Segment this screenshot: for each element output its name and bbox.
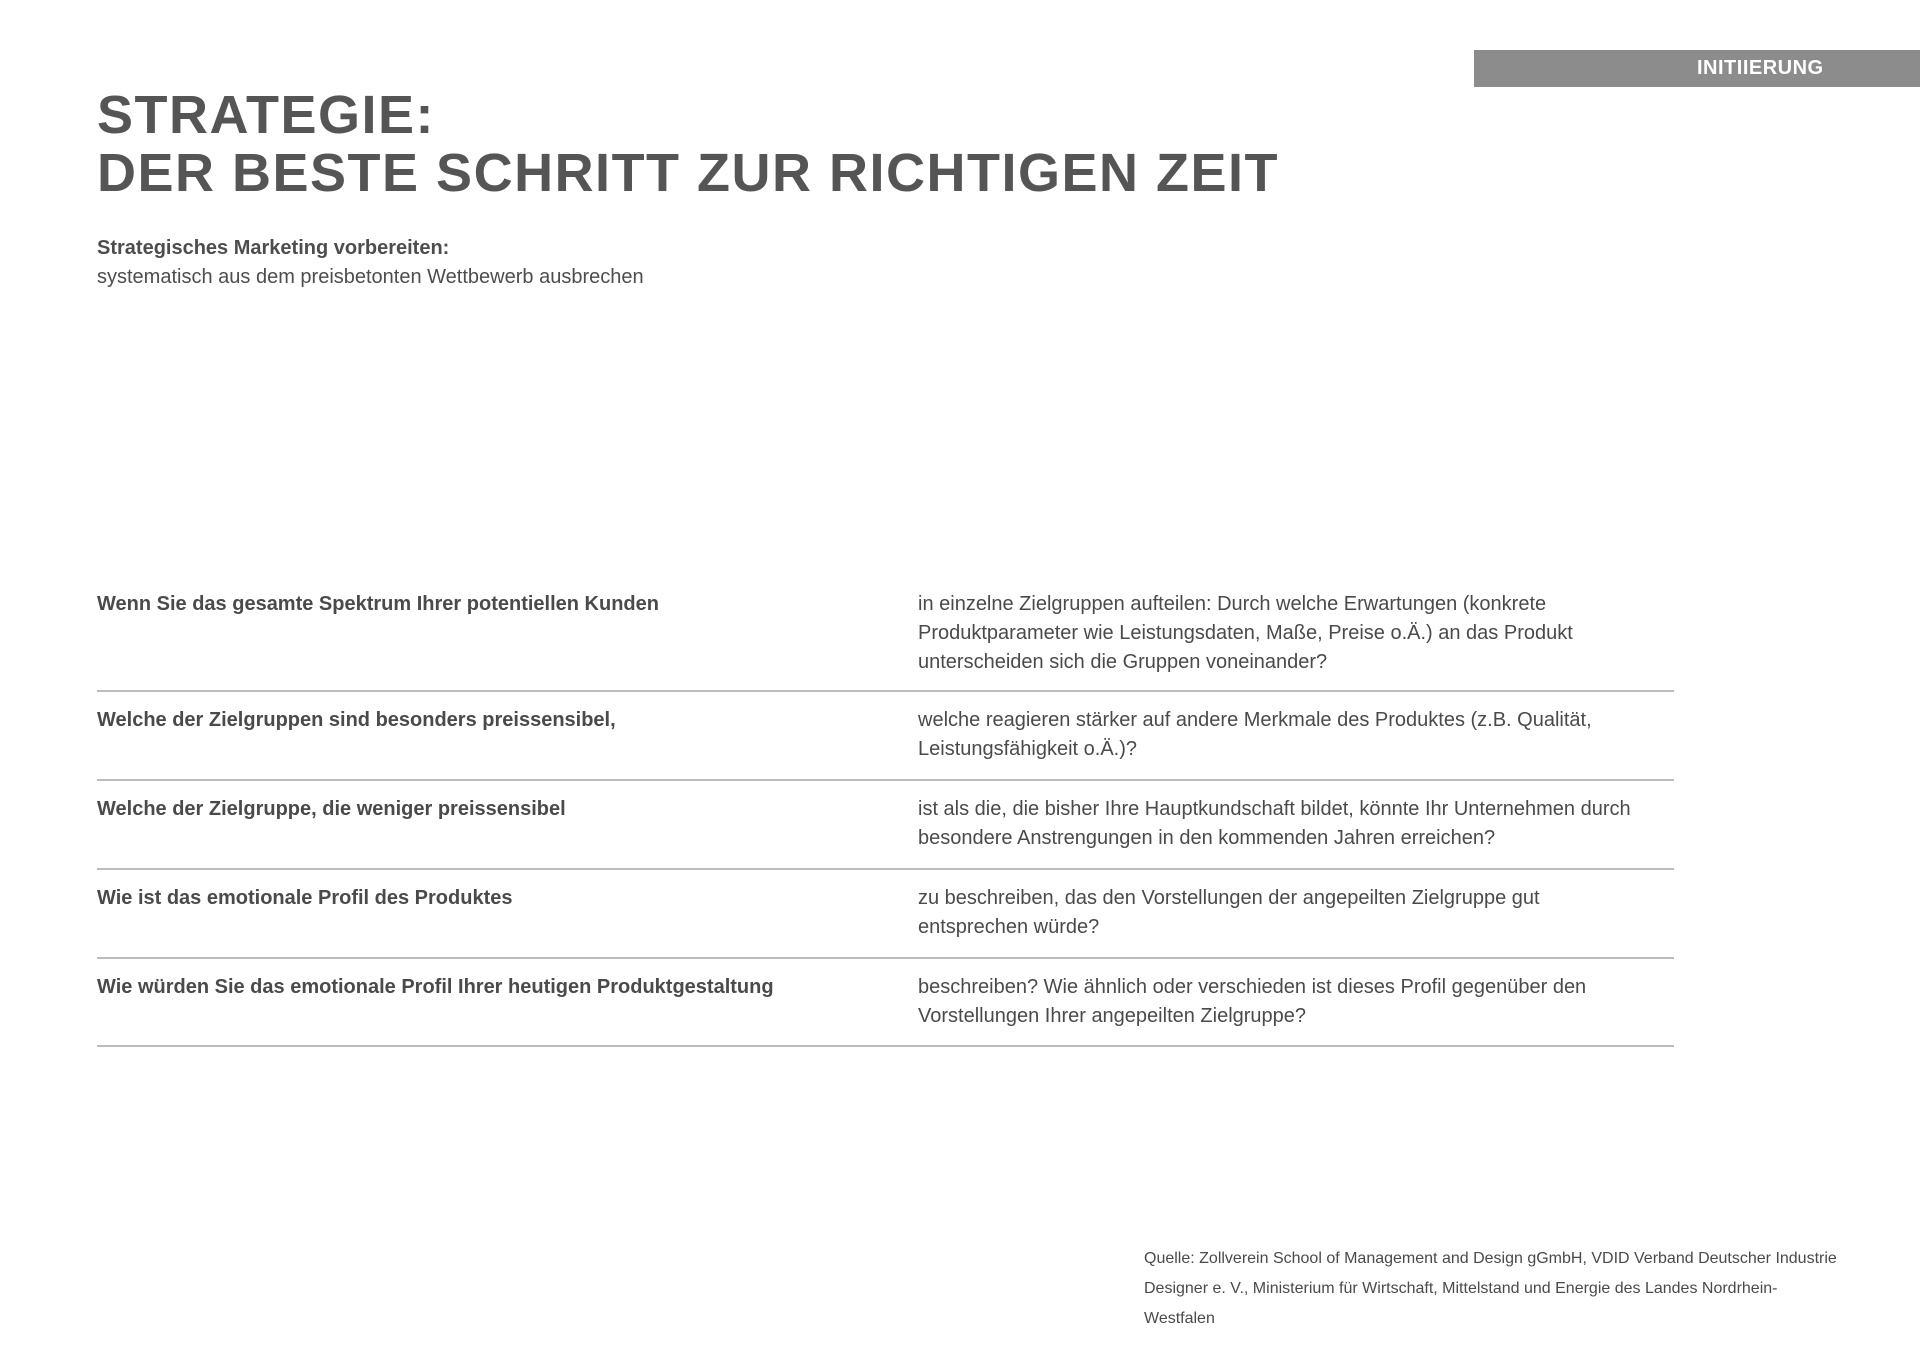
question-continuation: beschreiben? Wie ähnlich oder verschieden ist dieses Profil gegenüber den Vorstellungen Ihrer angepeilten Zielgruppe? [918,976,1587,1027]
question-row [97,781,1674,870]
subtitle-text: systematisch aus dem preisbetonten Wettbewerb ausbrechen [97,266,644,288]
question-table [97,588,1674,1047]
question-row [97,588,1674,692]
question-lead: Wie ist das emotionale Profil des Produktes [97,887,513,909]
question-row [97,692,1674,781]
question-row [97,959,1674,1047]
page-title [97,86,1279,202]
question-continuation: zu beschreiben, das den Vorstellungen der angepeilten Zielgruppe gut entsprechen würde? [918,887,1540,938]
page-title-line-1: STRATEGIE: [97,85,435,145]
question-continuation: in einzelne Zielgruppen aufteilen: Durch welche Erwartungen (konkrete Produktparameter wie Leistungsdaten, Maße, Preise o.Ä.) an das Produkt unterscheiden sich die Gruppen voneinander? [918,593,1573,673]
subtitle [97,234,644,292]
source-note: Quelle: Zollverein School of Management and Design gGmbH, VDID Verband Deutscher Industrie Designer e. V., Ministerium für Wirtschaft, Mittelstand und Energie des Landes Nordrhein-Westfalen [1144,1250,1837,1327]
question-row [97,870,1674,959]
question-lead: Welche der Zielgruppe, die weniger preissensibel [97,798,566,820]
page-title-line-2: DER BESTE SCHRITT ZUR RICHTIGEN ZEIT [97,143,1280,203]
question-lead: Wie würden Sie das emotionale Profil Ihrer heutigen Produktgestaltung [97,976,774,998]
question-lead: Wenn Sie das gesamte Spektrum Ihrer potentiellen Kunden [97,593,659,615]
question-continuation: welche reagieren stärker auf andere Merkmale des Produktes (z.B. Qualität, Leistungsfähigkeit o.Ä.)? [918,709,1592,760]
question-continuation: ist als die, die bisher Ihre Hauptkundschaft bildet, könnte Ihr Unternehmen durch besondere Anstrengungen in den kommenden Jahren erreichen? [918,798,1631,849]
question-lead: Welche der Zielgruppen sind besonders preissensibel, [97,709,616,731]
subtitle-heading: Strategisches Marketing vorbereiten: [97,237,450,259]
section-tab: INITIIERUNG [1474,50,1920,87]
